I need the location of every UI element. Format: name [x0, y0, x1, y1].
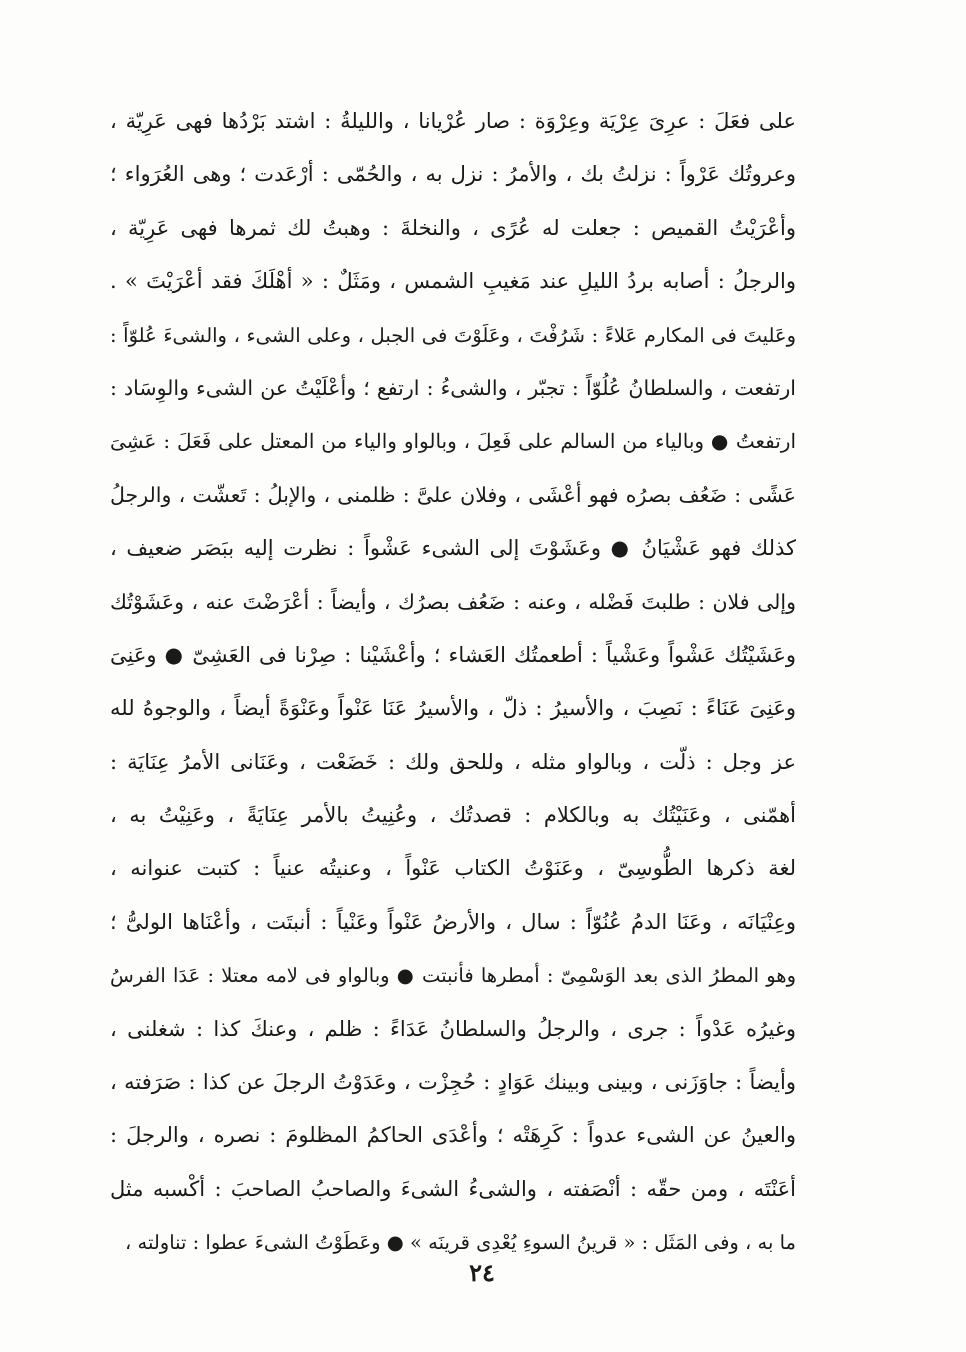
page-number: ٢٤ — [469, 1258, 495, 1287]
text-line: ارتفعتُ ● وبالياء من السالم على فَعِلَ ، وبالواو والياء من المعتل على فَعَلَ : عَشِىَ — [110, 429, 796, 454]
text-line: ارتفعت ، والسلطانُ عُلُوّاً : تجبّر ، والشىءُ : ارتفع ؛ وأعْلَيْتُ عن الشىء والوِسَاد : — [110, 375, 796, 400]
text-line: وعِنْيَانَه ، وعَنَا الدمُ عُنُوّاً : سال ، والأرضُ عَنْواً وعَنْياً : أنبتَت ، وأعْنَاها الولىُّ ؛ — [110, 909, 796, 934]
text-line: ما به ، وفى المَثَل : « قرينُ السوءِ يُعْدِى قرينَه » ● وعَطَوْتُ الشىءَ عطوا : تناولته ، — [125, 1231, 796, 1255]
text-line: لغة ذكرها الطُّوسِىّ ، وعَنَوْتُ الكتاب عَنْواً ، وعنيتُه عنياً : كتبت عنوانه ، — [110, 856, 796, 881]
text-line: عز وجل : ذلّت ، وبالواو مثله ، وللحق ولك : خَضَعْت ، وعَنَانى الأمرُ عِنَايَة : — [110, 749, 796, 774]
text-line: وهو المطرُ الذى بعد الوَسْمِىّ : أمطرها فأنبتت ● وبالواو فى لامه معتلا : عَدَا الفرسُ — [110, 964, 796, 988]
text-line: وعَليتَ فى المكارم عَلاءً : شَرُفْتَ ، وعَلَوْتَ فى الجبل ، وعلى الشىء ، والشىءَ عُلوّاً : — [110, 323, 796, 347]
text-line: كذلك فهو عَشْيَانُ ● وعَشَوْتَ إلى الشىء عَشْواً : نظرت إليه ببَصَر ضعيف ، — [110, 536, 796, 561]
text-line: وغيرُه عَدْواً : جرى ، والرجلُ والسلطانُ عَدَاءً : ظلم ، وعنكَ كذا : شغلنى ، — [110, 1016, 796, 1041]
text-line: وعَنِىَ عَنَاءً : نَصِبَ ، والأسيرُ : ذلّ ، والأسيرُ عَنَا عَنْواً وعَنْوَةً أيضاً ، والوجوهُ لله — [110, 696, 796, 721]
text-line: وعَشَيْتُك عَشْواً وعَشْياً : أطعمتُك العَشاء ؛ وأعْشَيْنا : صِرْنا فى العَشِىّ ● وعَنِىَ — [110, 642, 796, 667]
text-line: أعَنْتَه ، ومن حقّه : أنْصَفته ، والشىءُ الشىءَ والصاحبُ الصاحبَ : أكْسبه مثل — [110, 1176, 796, 1201]
text-line: وأيضاً : جاوَزَنى ، وبينى وبينك عَوَادٍ : حُجِزْت ، وعَدَوْتُ الرجلَ عن كذا : صَرَفته ، — [110, 1070, 796, 1095]
text-line: أهمّنى ، وعَنَيْتُك به وبالكلام : قصدتُك ، وعُنِيتُ بالأمر عِنَايَةً ، وعَنِيْتُ به ، — [110, 803, 796, 828]
text-line: وعروتُك عَرْواً : نزلتُ بك ، والأمرُ : نزل به ، والحُمّى : أرْعَدت ؛ وهى العُرَواء ؛ — [110, 162, 796, 187]
text-line: وإلى فلان : طلبتَ فَضْله ، وعنه : ضَعُف بصرُك ، وأيضاً : أعْرَضْتَ عنه ، وعَشَوْتُك — [110, 589, 796, 614]
text-line: عَشًى : ضَعُف بصرُه فهو أعْشَى ، وفلان علىَّ : ظلمنى ، والإبلُ : تَعشّت ، والرجلُ — [110, 482, 796, 507]
text-line: والرجلُ : أصابه بردُ الليلِ عند مَغيبِ الشمس ، ومَثَلٌ : « أهْلَكَ فقد أعْرَيْتَ » . — [110, 269, 796, 294]
text-line: وأعْرَيْتُ القميص : جعلت له عُرًى ، والنخلةَ : وهبتُ لك ثمرها فهى عَرِيّة ، — [110, 215, 796, 240]
body-text — [110, 95, 796, 1270]
text-line: على فعَلَ : عرِىَ عِرْيَة وعِرْوَة : صار عُرْيانا ، والليلةُ : اشتد بَرْدُها فهى عَرِيّة ، — [110, 109, 796, 133]
text-line: والعينُ عن الشىء عدواً : كَرِهَتْه ؛ وأعْدَى الحاكمُ المظلومَ : نصره ، والرجلَ : — [110, 1123, 796, 1148]
